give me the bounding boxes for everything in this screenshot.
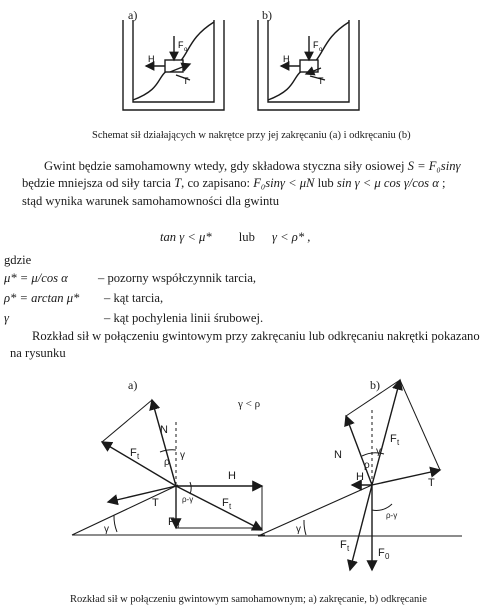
definition-2 (4, 290, 163, 307)
p1-lub: lub (314, 176, 337, 190)
fig2b-f1-label: F (390, 433, 397, 445)
force-diagram-a-labels (104, 424, 236, 535)
fig1b-f0-label: F (313, 40, 319, 50)
figure1-label-b: b) (262, 8, 272, 22)
p1-text-a: Gwint będzie samohamowny wtedy, gdy składowa styczna siły osiowej (44, 159, 408, 173)
fig2b-h-label: H (356, 471, 364, 483)
fig2a-rho-label: ρ (164, 457, 170, 468)
definition-3 (4, 310, 263, 327)
eq-lub: lub (238, 230, 255, 244)
p1-text-d: ; (438, 176, 446, 190)
fig2b-ft-label: F (340, 539, 347, 551)
p1-text-b: będzie mniejsza od siły tarcia (22, 176, 175, 190)
fig2a-h-label: H (228, 470, 236, 482)
fig2b-rho-gamma: ρ-γ (386, 511, 398, 520)
figure2-condition: γ < ρ (238, 398, 261, 410)
p1-T: T (174, 176, 182, 190)
paragraph-1 (22, 158, 482, 192)
fig2a-rho-gamma: ρ-γ (182, 495, 194, 504)
def1-text: – pozorny współczynnik tarcia, (98, 271, 257, 285)
fig1b-h-label: H (283, 54, 290, 64)
eq-left: tan γ < μ* (160, 230, 212, 244)
fig2a-ft-label: F (222, 497, 229, 509)
fig1a-h-label: H (148, 54, 155, 64)
p1-formula2: F₀sinγ < μN (253, 176, 315, 190)
fig1b-f0-sub: o (319, 47, 323, 53)
p1-text-c: , co zapisano: (181, 176, 254, 190)
def2-symbol: ρ* = arctan μ* (4, 291, 80, 305)
fig2a-gamma-base: γ (104, 524, 109, 535)
def1-symbol: μ* = μ/cos α (4, 271, 68, 285)
nut-diagram-a (123, 20, 224, 110)
p1-formula: S = F₀sinγ (407, 159, 461, 173)
fig2a-f1-sub: t (137, 452, 140, 461)
fig1a-f0-label: F (178, 40, 184, 50)
fig2b-gamma-base: γ (296, 524, 301, 535)
nut-diagram-b (258, 20, 359, 110)
figure1-label-a: a) (128, 8, 138, 22)
fig2a-n-label: N (160, 424, 168, 436)
gdzie-label: gdzie (4, 253, 32, 267)
figure2-caption: Rozkład sił w połączeniu gwintowym samohamownym; a) zakręcanie, b) odkręcanie (70, 594, 427, 605)
fig2a-gamma-top: γ (180, 450, 185, 461)
fig2a-f0-label: F (168, 516, 175, 528)
def2-text: – kąt tarcia, (104, 291, 164, 305)
figure2-label-b: b) (370, 378, 380, 392)
fig2b-f0-label: F (378, 547, 385, 559)
equation-condition (160, 229, 310, 246)
fig2b-t-label: T (428, 477, 435, 489)
definition-1 (4, 270, 256, 287)
fig2b-f0-sub: 0 (385, 552, 390, 561)
fig2a-t-label: T (152, 497, 159, 509)
fig2a-f0-sub: 0 (175, 521, 180, 530)
def3-text: – kąt pochylenia linii śrubowej. (104, 311, 264, 325)
fig1a-f0-sub: o (184, 47, 188, 53)
eq-right: γ < ρ* , (272, 230, 311, 244)
fig1a-t-label: T (183, 76, 189, 86)
fig2a-f1-label: F (130, 447, 137, 459)
fig1b-t-label: T (318, 76, 324, 86)
def3-symbol: γ (4, 311, 9, 325)
fig2b-f1-sub: t (397, 438, 400, 447)
p1-formula3: sin γ < μ cos γ/cos α (336, 176, 439, 190)
fig2b-rho-label: ρ (364, 460, 370, 471)
paragraph-3: Rozkład sił w połączeniu gwintowym przy zakręcaniu lub odkręcaniu nakrętki pokazano na rysunku (10, 329, 480, 360)
figure1-caption: Schemat sił działających w nakrętce przy jej zakręcaniu (a) i odkręcaniu (b) (92, 130, 411, 141)
fig2a-ft-sub: t (229, 502, 232, 511)
paragraph-2: stąd wynika warunek samohamowności dla gwintu (22, 194, 280, 208)
force-diagram-b-labels (296, 433, 435, 561)
figure1-nut-diagrams (0, 0, 502, 130)
figure2-label-a: a) (128, 378, 138, 392)
fig2b-ft-sub: t (347, 544, 350, 553)
figure2-force-diagrams (0, 370, 502, 592)
fig2b-gamma-top: γ (376, 446, 381, 457)
fig2b-n-label: N (334, 449, 342, 461)
